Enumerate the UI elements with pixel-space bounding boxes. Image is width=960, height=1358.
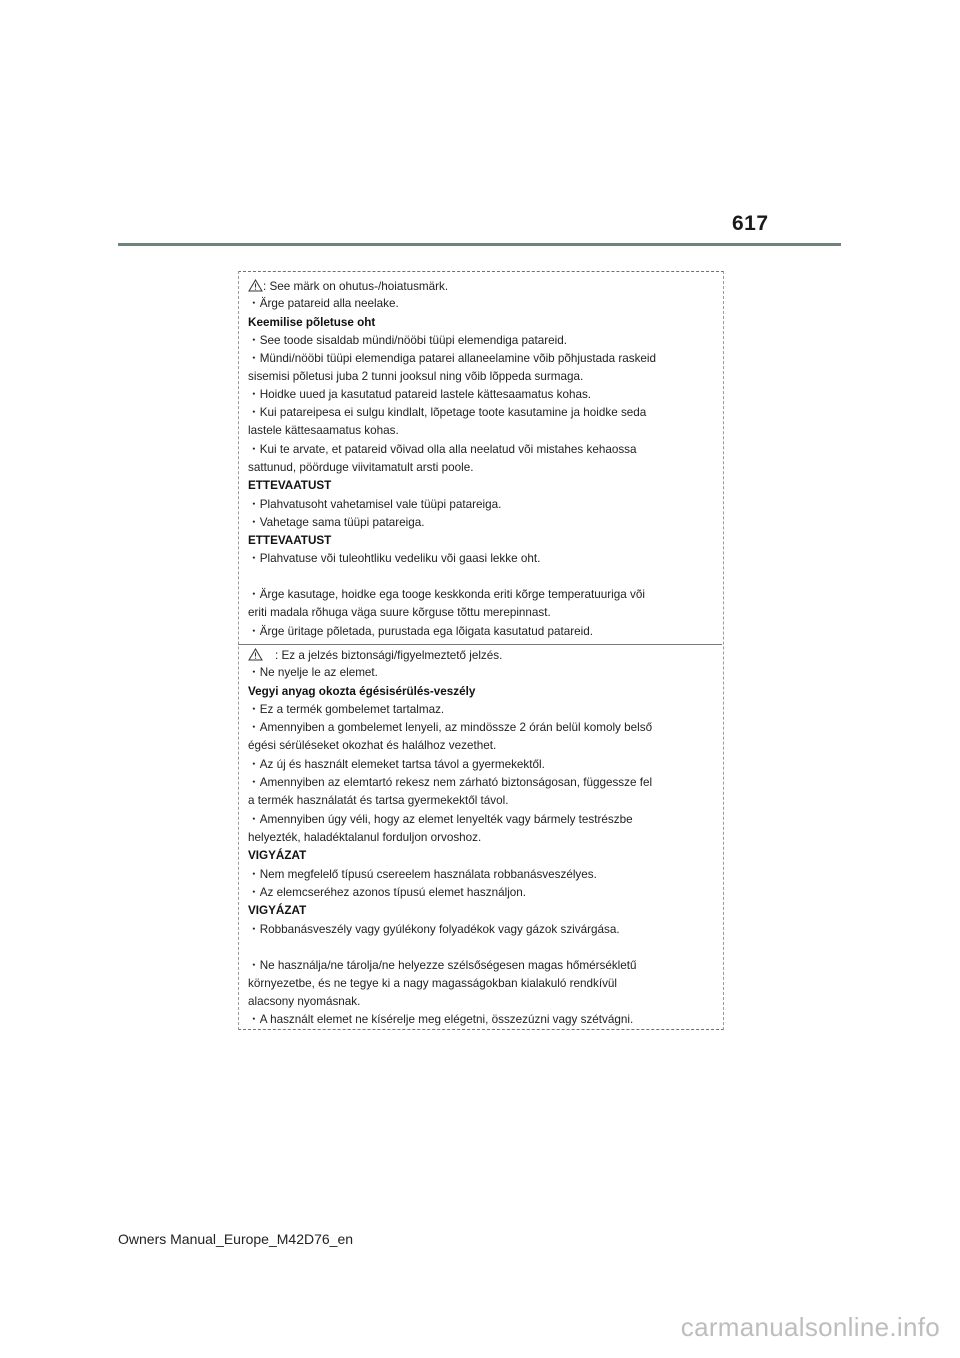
hungarian-item-2-line-2: égési sérüléseket okozhat és halálhoz vezethet. [248, 739, 497, 752]
estonian-section [238, 276, 722, 646]
estonian-caution-2-item-2-line-2: eriti madala rõhuga väga suure kõrguse tõttu merepinnast. [248, 606, 551, 619]
hungarian-section [238, 644, 722, 1029]
hungarian-do-not-swallow: ・Ne nyelje le az elemet. [248, 666, 378, 679]
hungarian-caution-2-item-2-line-1: ・Ne használja/ne tárolja/ne helyezze szélsőségesen magas hőmérsékletű [248, 959, 637, 972]
hungarian-chemical-heading: Vegyi anyag okozta égésisérülés-veszély [248, 685, 476, 698]
estonian-warning-symbol-line [248, 279, 448, 294]
page-number: 617 [732, 212, 769, 235]
hungarian-item-1: ・Ez a termék gombelemet tartalmaz. [248, 703, 445, 716]
estonian-item-2-line-2: sisemisi põletusi juba 2 tunni jooksul ning võib lõppeda surmaga. [248, 370, 584, 383]
estonian-caution-1-item-2: ・Vahetage sama tüüpi patareiga. [248, 516, 425, 529]
hungarian-caution-2-item-2-line-2: környezetbe, és ne tegye ki a nagy magasságokban kialakuló rendkívül [248, 977, 618, 990]
estonian-item-4-line-1: ・Kui patareipesa ei sulgu kindlalt, lõpetage toote kasutamine ja hoidke seda [248, 406, 647, 419]
estonian-item-5-line-1: ・Kui te arvate, et patareid võivad olla alla neelatud või mistahes kehaossa [248, 443, 637, 456]
estonian-caution-1-item-1: ・Plahvatusoht vahetamisel vale tüüpi patareiga. [248, 498, 502, 511]
estonian-item-2-line-1: ・Mündi/nööbi tüüpi elemendiga patarei allaneelamine võib põhjustada raskeid [248, 352, 657, 365]
hungarian-caution-1-item-2: ・Az elemcseréhez azonos típusú elemet használjon. [248, 886, 527, 899]
estonian-item-1: ・See toode sisaldab mündi/nööbi tüüpi elemendiga patareid. [248, 334, 568, 347]
header-rule [118, 243, 841, 246]
hungarian-caution-2-item-2-line-3: alacsony nyomásnak. [248, 995, 361, 1008]
estonian-item-4-line-2: lastele kättesaamatus kohas. [248, 424, 399, 437]
hungarian-caution-2-item-3: ・A használt elemet ne kísérelje meg elégetni, összezúzni vagy szétvágni. [248, 1013, 634, 1026]
hungarian-item-5-line-2: helyezték, haladéktalanul forduljon orvoshoz. [248, 831, 482, 844]
estonian-warning-symbol-text: : See märk on ohutus-/hoiatusmärk. [263, 280, 449, 293]
hungarian-warning-symbol-line [248, 648, 502, 663]
estonian-item-3: ・Hoidke uued ja kasutatud patareid lastele kättesaamatus kohas. [248, 388, 592, 401]
hungarian-caution-2-item-1: ・Robbanásveszély vagy gyúlékony folyadékok vagy gázok szivárgása. [248, 923, 620, 936]
hungarian-warning-symbol-text: : Ez a jelzés biztonsági/figyelmeztető jelzés. [275, 649, 503, 662]
estonian-caution-2-item-1: ・Plahvatuse või tuleohtliku vedeliku või gaasi lekke oht. [248, 552, 541, 565]
estonian-caution-1-heading: ETTEVAATUST [248, 479, 332, 492]
estonian-do-not-swallow: ・Ärge patareid alla neelake. [248, 297, 399, 310]
hungarian-item-4-line-2: a termék használatát és tartsa gyermekektől távol. [248, 794, 509, 807]
hungarian-item-5-line-1: ・Amennyiben úgy véli, hogy az elemet lenyelték vagy bármely testrészbe [248, 813, 633, 826]
estonian-caution-2-item-3: ・Ärge üritage põletada, purustada ega lõigata kasutatud patareid. [248, 625, 594, 638]
hungarian-caution-2-heading: VIGYÁZAT [248, 904, 307, 917]
estonian-chemical-heading: Keemilise põletuse oht [248, 316, 376, 329]
warning-triangle-icon [248, 279, 263, 292]
hungarian-caution-1-heading: VIGYÁZAT [248, 849, 307, 862]
estonian-caution-2-item-2-line-1: ・Ärge kasutage, hoidke ega tooge keskkonda eriti kõrge temperatuuriga või [248, 588, 645, 601]
hungarian-caution-1-item-1: ・Nem megfelelő típusú csereelem használata robbanásveszélyes. [248, 868, 597, 881]
hungarian-item-2-line-1: ・Amennyiben a gombelemet lenyeli, az mindössze 2 órán belül komoly belső [248, 721, 653, 734]
estonian-caution-2-heading: ETTEVAATUST [248, 534, 332, 547]
hungarian-item-3: ・Az új és használt elemeket tartsa távol a gyermekektől. [248, 758, 545, 771]
warning-triangle-icon [248, 648, 263, 661]
footer-manual-id: Owners Manual_Europe_M42D76_en [118, 1231, 354, 1247]
estonian-item-5-line-2: sattunud, pöörduge viivitamatult arsti poole. [248, 461, 474, 474]
hungarian-item-4-line-1: ・Amennyiben az elemtartó rekesz nem zárható biztonságosan, függessze fel [248, 776, 653, 789]
watermark: carmanualsonline.info [680, 1312, 940, 1342]
